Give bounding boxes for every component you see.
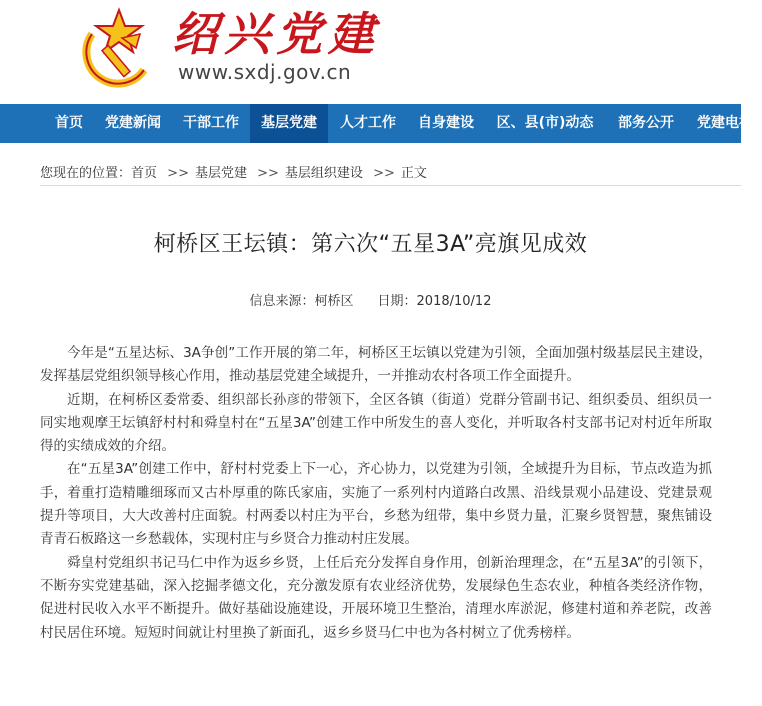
article-paragraph: 近期，在柯桥区委常委、组织部长孙彦的带领下，全区各镇（街道）党群分管副书记、组织委员、组织员一同实地观摩王坛镇舒村村和舜皇村在“五星3A”创建工作中所发生的喜人变化，并听取各村支部书记对村近年所取得的实绩成效的介绍。 xyxy=(40,391,712,455)
article-title: 柯桥区王坛镇：第六次“五星3A”亮旗见成效 xyxy=(153,232,588,257)
nav-item-self-building[interactable]: 自身建设 xyxy=(418,115,474,131)
breadcrumb-divider xyxy=(40,185,741,186)
party-emblem-icon xyxy=(78,4,160,86)
breadcrumb-separator: >> xyxy=(373,166,395,181)
nav-item-talent-work[interactable]: 人才工作 xyxy=(340,115,396,131)
breadcrumb-prefix: 您现在的位置： xyxy=(40,166,132,181)
main-nav xyxy=(0,104,753,143)
nav-item-grassroots-party[interactable]: 基层党建 xyxy=(250,104,328,143)
article-paragraph: 今年是“五星达标、3A争创”工作开展的第二年，柯桥区王坛镇以党建为引领，全面加强村级基层民主建设，发挥基层党组织领导核心作用，推动基层党建全域提升，一并推动农村各项工作全面提升。 xyxy=(40,345,712,385)
article-date: 日期：2018/10/12 xyxy=(377,294,492,309)
article-source: 信息来源：柯桥区 xyxy=(249,294,354,309)
article-meta xyxy=(0,290,741,309)
breadcrumb-item-grassroots[interactable]: 基层党建 xyxy=(194,166,247,181)
nav-item-home[interactable]: 首页 xyxy=(55,115,83,131)
nav-item-dept-disclosure[interactable]: 部务公开 xyxy=(618,115,674,131)
article-paragraph: 在“五星3A”创建工作中，舒村村党委上下一心，齐心协力，以党建为引领，全域提升为目标，节点改造为抓手，着重打造精雕细琢而又古朴厚重的陈氏家庙，实施了一系列村内道路白改黑、沿线景观小品建设、党建景观提升等项目，大大改善村庄面貌。村两委以村庄为平台，乡愁为纽带，集中乡贤力量，汇聚乡贤智慧，聚焦铺设青青石板路这一乡愁载体，实现村庄与乡贤合力推动村庄发展。 xyxy=(40,461,712,548)
breadcrumb-item-home[interactable]: 首页 xyxy=(131,166,158,181)
breadcrumb-separator: >> xyxy=(257,166,279,181)
nav-item-district-news[interactable]: 区、县(市)动态 xyxy=(496,115,594,131)
breadcrumb-item-org-building[interactable]: 基层组织建设 xyxy=(284,166,363,181)
nav-item-party-news[interactable]: 党建新闻 xyxy=(105,115,161,131)
nav-item-cadre-work[interactable]: 干部工作 xyxy=(183,115,239,131)
breadcrumb-separator: >> xyxy=(167,166,189,181)
article-paragraph: 舜皇村党组织书记马仁中作为返乡乡贤，上任后充分发挥自身作用，创新治理理念，在“五星3A”的引领下，不断夯实党建基础，深入挖掘孝德文化，充分激发原有农业经济优势，发展绿色生态农业，种植各类经济作物，促进村民收入水平不断提升。做好基础设施建设，开展环境卫生整治，清理水库淤泥，修建村道和养老院，改善村民居住环境。短短时间就让村里换了新面孔，返乡乡贤马仁中也为各村树立了优秀榜样。 xyxy=(40,554,712,641)
site-logo-text[interactable]: 绍兴党建 xyxy=(172,7,380,61)
nav-item-party-tv[interactable]: 党建电视 xyxy=(697,115,753,131)
site-url: www.sxdj.gov.cn xyxy=(178,60,352,84)
article-body xyxy=(40,342,712,645)
site-header xyxy=(0,0,741,104)
breadcrumb xyxy=(40,162,427,181)
breadcrumb-item-current: 正文 xyxy=(400,166,427,181)
